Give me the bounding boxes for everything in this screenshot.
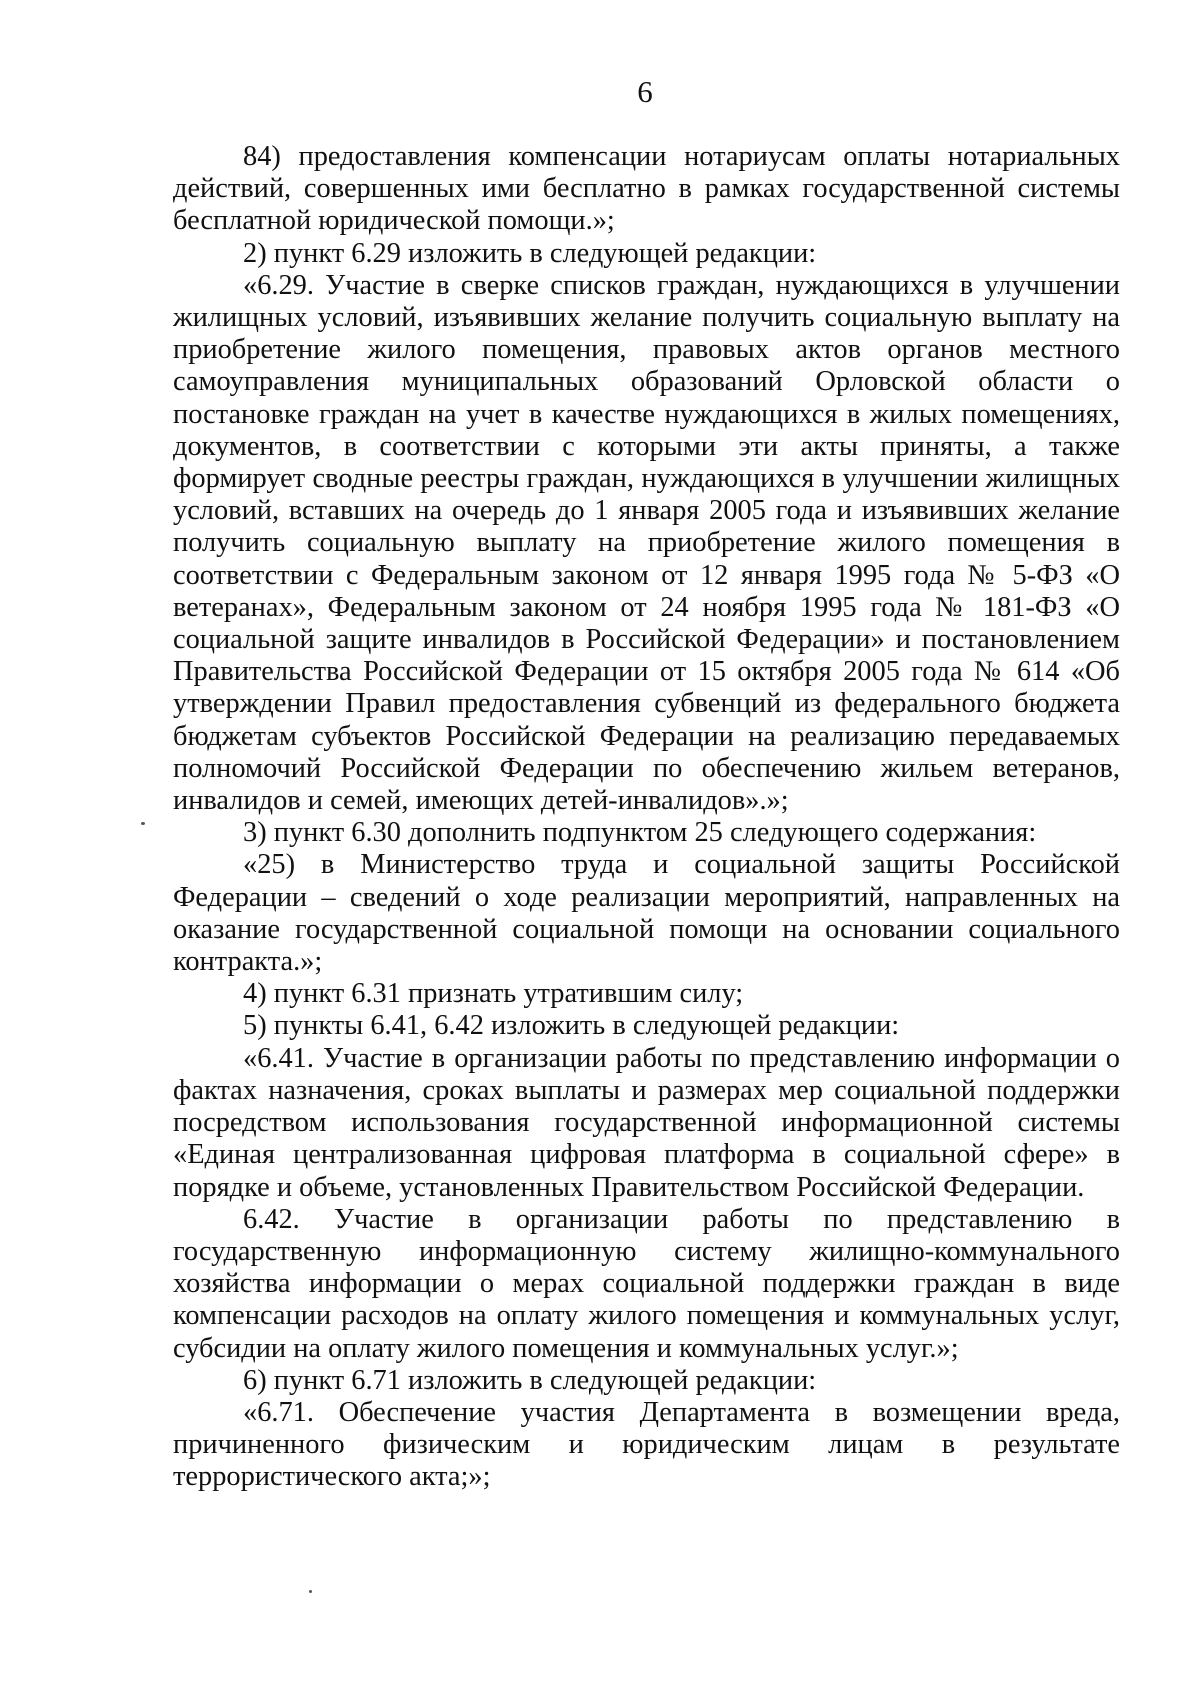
page-number: 6 bbox=[637, 74, 653, 109]
paragraph-6-42: 6.42. Участие в организации работы по представлению в государственную информационную систему жилищно-коммунального хозяйства информации о мерах социальной поддержки граждан в виде компенсации расходов на оплату жилого помещения и коммунальных услуг, субсидии на оплату жилого помещения и коммунальных услуг.»; bbox=[173, 1203, 1120, 1364]
paragraph-6-71: «6.71. Обеспечение участия Департамента в возмещении вреда, причиненного физическим и юридическим лицам в результате террористического акта;»; bbox=[173, 1396, 1120, 1493]
paragraph-amend-5: 5) пункты 6.41, 6.42 изложить в следующей редакции: bbox=[243, 1010, 900, 1042]
scan-artifact-dot bbox=[309, 1590, 312, 1593]
paragraph-item-84: 84) предоставления компенсации нотариусам оплаты нотариальных действий, совершенных ими бесплатно в рамках государственной системы бесплатной юридической помощи.»; bbox=[173, 141, 1120, 237]
paragraph-6-41: «6.41. Участие в организации работы по представлению информации о фактах назначения, сроках выплаты и размерах мер социальной поддержки посредством использования государственной информационной системы «Единая централизованная цифровая платформа в социальной сфере» в порядке и объеме, установленных Правительством Российской Федерации. bbox=[173, 1042, 1120, 1203]
paragraph-amend-6: 6) пункт 6.71 изложить в следующей редакции: bbox=[243, 1364, 817, 1396]
paragraph-item-25: «25) в Министерство труда и социальной защиты Российской Федерации – сведений о ходе реализации мероприятий, направленных на оказание государственной социальной помощи на основании социального контракта.»; bbox=[173, 849, 1120, 978]
paragraph-amend-4: 4) пункт 6.31 признать утратившим силу; bbox=[243, 978, 744, 1010]
paragraph-6-29: «6.29. Участие в сверке списков граждан, нуждающихся в улучшении жилищных условий, изъявивших желание получить социальную выплату на приобретение жилого помещения, правовых актов органов местного самоуправления муниципальных образований Орловской области о постановке граждан на учет в качестве нуждающихся в жилых помещениях, документов, в соответствии с которыми эти акты приняты, а также формирует сводные реестры граждан, нуждающихся в улучшении жилищных условий, вставших на очередь до 1 января 2005 года и изъявивших желание получить социальную выплату на приобретение жилого помещения в соответствии с Федеральным законом от 12 января 1995 года № 5-ФЗ «О ветеранах», Федеральным законом от 24 ноября 1995 года № 181-ФЗ «О социальной защите инвалидов в Российской Федерации» и постановлением Правительства Российской Федерации от 15 октября 2005 года № 614 «Об утверждении Правил предоставления субвенций из федерального бюджета бюджетам субъектов Российской Федерации на реализацию передаваемых полномочий Российской Федерации по обеспечению жильем ветеранов, инвалидов и семей, имеющих детей-инвалидов».»; bbox=[173, 269, 1120, 817]
document-body bbox=[173, 141, 1120, 1494]
paragraph-amend-2: 2) пункт 6.29 изложить в следующей редакции: bbox=[243, 237, 817, 269]
paragraph-amend-3: 3) пункт 6.30 дополнить подпунктом 25 следующего содержания: bbox=[243, 817, 1037, 849]
scan-artifact-dot bbox=[141, 822, 145, 825]
